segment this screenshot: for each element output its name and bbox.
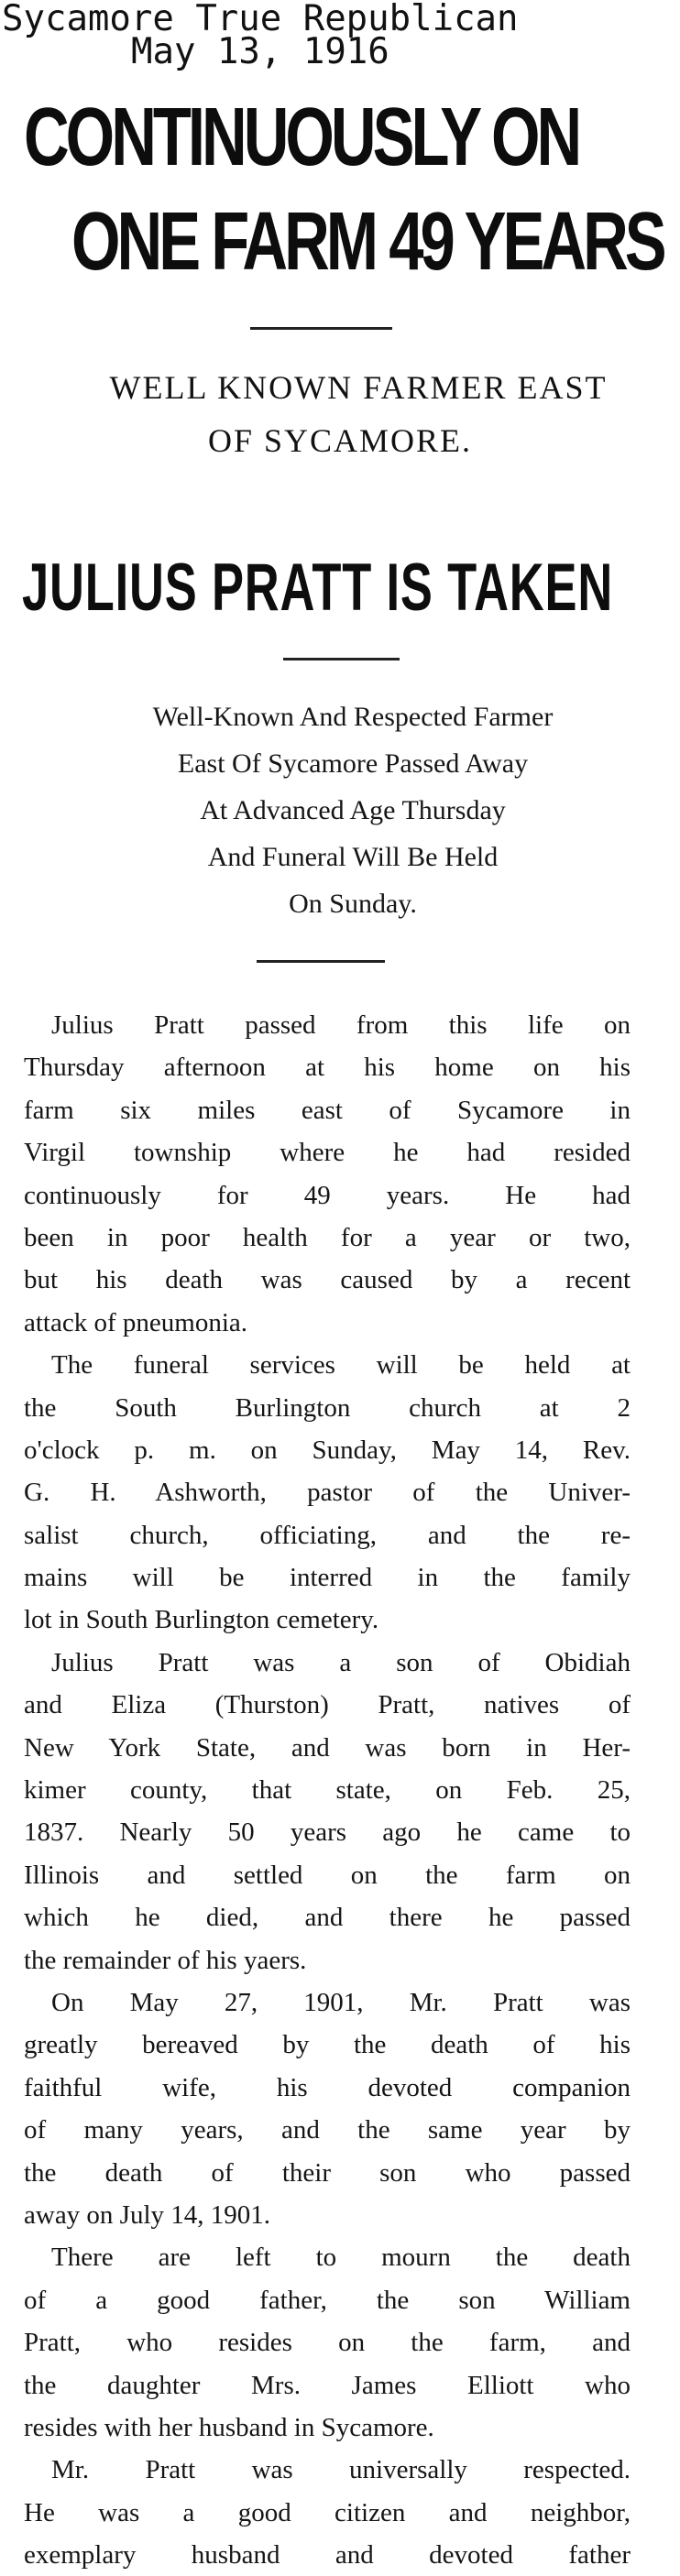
deck-line: At Advanced Age Thursday xyxy=(200,795,506,825)
article-line: He was a good citizen and neighbor, xyxy=(24,2497,631,2527)
article-line: exemplary husband and devoted father xyxy=(24,2540,631,2571)
publication-date: May 13, 1916 xyxy=(131,31,389,72)
deck-line: East Of Sycamore Passed Away xyxy=(177,748,529,779)
article-line: the daughter Mrs. James Elliott who xyxy=(24,2370,631,2400)
article-line: the death of their son who passed xyxy=(24,2157,631,2188)
article-line: been in poor health for a year or two, xyxy=(24,1222,631,1252)
article-line: New York State, and was born in Her- xyxy=(24,1732,631,1763)
article-line: kimer county, that state, on Feb. 25, xyxy=(24,1775,631,1806)
article-line: greatly bereaved by the death of his xyxy=(24,2030,631,2060)
article-line: The funeral services will be held at xyxy=(51,1350,631,1381)
article-line: 1837. Nearly 50 years ago he came to xyxy=(24,1817,631,1848)
subheadline-line-2: OF SYCAMORE. xyxy=(207,422,473,459)
article-line: of a good father, the son William xyxy=(24,2285,631,2315)
article-line: Pratt, who resides on the farm, and xyxy=(24,2328,631,2358)
article-line: mains will be interred in the family xyxy=(24,1563,631,1593)
article-line: but his death was caused by a recent xyxy=(24,1265,631,1295)
article-line: faithful wife, his devoted companion xyxy=(24,2072,631,2102)
article-line: Thursday afternoon at his home on his xyxy=(24,1053,631,1083)
article-line: attack of pneumonia. xyxy=(24,1307,247,1337)
article-line: of many years, and the same year by xyxy=(24,2115,631,2145)
subheadline-line-1: WELL KNOWN FARMER EAST xyxy=(109,369,608,406)
article-line: which he died, and there he passed xyxy=(24,1903,631,1933)
deck-line: On Sunday. xyxy=(289,889,417,919)
deck-line: Well-Known And Respected Farmer xyxy=(152,702,554,732)
article-line: Virgil township where he had resided xyxy=(24,1138,631,1168)
article-line: the South Burlington church at 2 xyxy=(24,1392,631,1423)
article-line: salist church, officiating, and the re- xyxy=(24,1520,631,1550)
divider-rule xyxy=(283,658,400,660)
article-line: continuously for 49 years. He had xyxy=(24,1180,631,1210)
article-line: G. H. Ashworth, pastor of the Univer- xyxy=(24,1478,631,1508)
deck-summary xyxy=(13,693,680,927)
article-line: Mr. Pratt was universally respected. xyxy=(51,2455,631,2485)
article-body xyxy=(24,1004,631,2576)
divider-rule xyxy=(250,327,392,330)
headline-line-1: CONTINUOUSLY ON xyxy=(24,91,579,183)
article-line: There are left to mourn the death xyxy=(51,2243,631,2273)
article-line: and Eliza (Thurston) Pratt, natives of xyxy=(24,1690,631,1720)
divider-rule xyxy=(257,960,385,963)
article-line: farm six miles east of Sycamore in xyxy=(24,1095,631,1125)
publication-name: Sycamore True Republican xyxy=(2,0,519,39)
article-line: away on July 14, 1901. xyxy=(24,2199,271,2230)
article-line: Julius Pratt was a son of Obidiah xyxy=(51,1647,631,1677)
article-line: lot in South Burlington cemetery. xyxy=(24,1605,379,1635)
article-line: o'clock p. m. on Sunday, May 14, Rev. xyxy=(24,1435,631,1465)
article-line: Illinois and settled on the farm on xyxy=(24,1860,631,1890)
article-line: Julius Pratt passed from this life on xyxy=(51,1010,631,1040)
secondary-headline: JULIUS PRATT IS TAKEN xyxy=(22,549,614,625)
article-line: the remainder of his yaers. xyxy=(24,1945,307,1975)
headline-line-2: ONE FARM 49 YEARS xyxy=(71,195,664,288)
deck-line: And Funeral Will Be Held xyxy=(207,842,499,872)
article-line: On May 27, 1901, Mr. Pratt was xyxy=(51,1987,631,2017)
article-line: resides with her husband in Sycamore. xyxy=(24,2412,434,2442)
